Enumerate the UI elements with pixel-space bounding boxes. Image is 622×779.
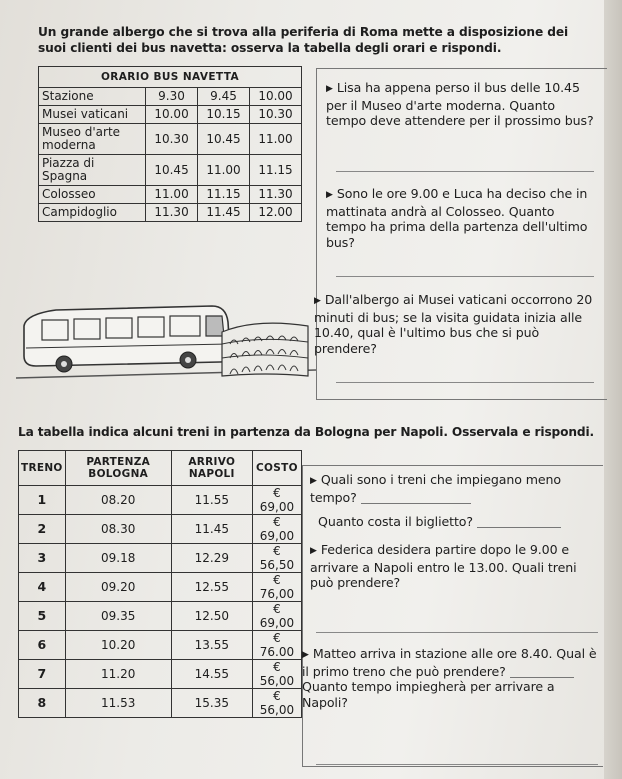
table-row (19, 515, 302, 544)
answer-line[interactable] (361, 503, 471, 504)
cell: 6 (19, 631, 66, 660)
cell: 13.55 (171, 631, 252, 660)
cell: Stazione (39, 88, 146, 106)
cell: 09.18 (65, 544, 171, 573)
column-header: TRENO (19, 451, 66, 486)
cell: 10.45 (146, 155, 198, 186)
cell: € 69,00 (252, 515, 301, 544)
table-row (19, 631, 302, 660)
question-text: Lisa ha appena perso il bus delle 10.45 per il Museo d'arte moderna. Quanto tempo deve attendere per il prossimo bus? (326, 80, 594, 128)
table-row (19, 573, 302, 602)
bullet-icon: ▶ (314, 296, 321, 306)
answer-line[interactable] (316, 764, 598, 765)
table-row (39, 124, 302, 155)
bus-question-1 (326, 80, 598, 129)
cell: € 69,00 (252, 486, 301, 515)
answer-line[interactable] (336, 171, 594, 172)
cell: 11.30 (146, 204, 198, 222)
bus-colosseum-illustration (16, 292, 316, 392)
table-row (19, 486, 302, 515)
answer-line[interactable] (477, 527, 561, 528)
cell: 8 (19, 689, 66, 718)
cell: 08.20 (65, 486, 171, 515)
cell: Piazza di Spagna (39, 155, 146, 186)
bullet-icon: ▶ (310, 476, 317, 486)
cell: Museo d'arte moderna (39, 124, 146, 155)
cell: € 76.00 (252, 631, 301, 660)
cell: 10.20 (65, 631, 171, 660)
question-text: Quali sono i treni che impiegano meno tempo? (310, 472, 562, 505)
cell: 11.55 (171, 486, 252, 515)
cell: 12.55 (171, 573, 252, 602)
cell: 11.53 (65, 689, 171, 718)
question-text: Dall'albergo ai Musei vaticani occorrono 20 minuti di bus; se la visita guidata inizia alle 10.40, qual è l'ultimo bus che si può prendere? (314, 292, 593, 356)
cell: 11.15 (250, 155, 302, 186)
table-row (39, 155, 302, 186)
table-row (19, 602, 302, 631)
train-question-2 (310, 542, 600, 591)
cell: 10.45 (198, 124, 250, 155)
train-questions-frame (302, 465, 603, 767)
cell: € 76,00 (252, 573, 301, 602)
bus-question-2 (326, 186, 594, 250)
cell: 11.45 (171, 515, 252, 544)
cell: 10.30 (250, 106, 302, 124)
train-timetable (18, 450, 302, 718)
table-row (39, 88, 302, 106)
cell: 11.00 (198, 155, 250, 186)
cell: 10.30 (146, 124, 198, 155)
cell: Colosseo (39, 186, 146, 204)
train-question-1b (318, 514, 598, 530)
cell: € 56,00 (252, 660, 301, 689)
cell: 3 (19, 544, 66, 573)
cell: 9.45 (198, 88, 250, 106)
bus-timetable (38, 66, 302, 222)
cell: Musei vaticani (39, 106, 146, 124)
bullet-icon: ▶ (310, 546, 317, 556)
table-row (39, 106, 302, 124)
answer-line[interactable] (316, 632, 598, 633)
cell: 5 (19, 602, 66, 631)
question-text: Quanto tempo impiegherà per arrivare a Napoli? (302, 679, 555, 710)
table-row (19, 544, 302, 573)
cell: 2 (19, 515, 66, 544)
cell: 11.20 (65, 660, 171, 689)
cell: 15.35 (171, 689, 252, 718)
cell: € 69,00 (252, 602, 301, 631)
cell: 11.30 (250, 186, 302, 204)
bus-question-3 (314, 292, 596, 356)
table-header-row (19, 451, 302, 486)
train-question-3 (302, 646, 600, 710)
column-header: PARTENZA BOLOGNA (65, 451, 171, 486)
table-row (39, 186, 302, 204)
cell: 12.00 (250, 204, 302, 222)
cell: € 56,00 (252, 689, 301, 718)
column-header: COSTO (252, 451, 301, 486)
cell: 09.20 (65, 573, 171, 602)
answer-line[interactable] (510, 677, 574, 678)
question-text: Matteo arriva in stazione alle ore 8.40. Qual è il primo treno che può prendere? (302, 646, 597, 679)
table-row (39, 204, 302, 222)
cell: 12.29 (171, 544, 252, 573)
cell: 10.00 (250, 88, 302, 106)
table-row (19, 689, 302, 718)
column-header: ARRIVO NAPOLI (171, 451, 252, 486)
question-text: Federica desidera partire dopo le 9.00 e arrivare a Napoli entro le 13.00. Quali treni può prendere? (310, 542, 577, 590)
cell: Campidoglio (39, 204, 146, 222)
cell: 4 (19, 573, 66, 602)
cell: 11.00 (146, 186, 198, 204)
cell: 11.45 (198, 204, 250, 222)
cell: 10.15 (198, 106, 250, 124)
cell: 11.00 (250, 124, 302, 155)
table-row (19, 660, 302, 689)
bullet-icon: ▶ (302, 650, 309, 660)
bullet-icon: ▶ (326, 190, 333, 200)
cell: 14.55 (171, 660, 252, 689)
cell: 1 (19, 486, 66, 515)
cell: 7 (19, 660, 66, 689)
intro-train: La tabella indica alcuni treni in partenza da Bologna per Napoli. Osservala e rispondi. (18, 425, 594, 439)
cell: 10.00 (146, 106, 198, 124)
question-text: Sono le ore 9.00 e Luca ha deciso che in mattinata andrà al Colosseo. Quanto tempo ha prima della partenza dell'ultimo bus? (326, 186, 588, 250)
intro-bus: Un grande albergo che si trova alla periferia di Roma mette a disposizione dei suoi clienti dei bus navetta: osserva la tabella degli orari e rispondi. (38, 25, 569, 55)
cell: 08.30 (65, 515, 171, 544)
bullet-icon: ▶ (326, 84, 333, 94)
cell: 9.30 (146, 88, 198, 106)
cell: 12.50 (171, 602, 252, 631)
bus-table-title: ORARIO BUS NAVETTA (39, 67, 302, 88)
train-question-1 (310, 472, 600, 505)
question-text: Quanto costa il biglietto? (318, 514, 473, 529)
answer-line[interactable] (336, 382, 594, 383)
cell: 11.15 (198, 186, 250, 204)
cell: € 56,50 (252, 544, 301, 573)
cell: 09.35 (65, 602, 171, 631)
answer-line[interactable] (336, 276, 594, 277)
